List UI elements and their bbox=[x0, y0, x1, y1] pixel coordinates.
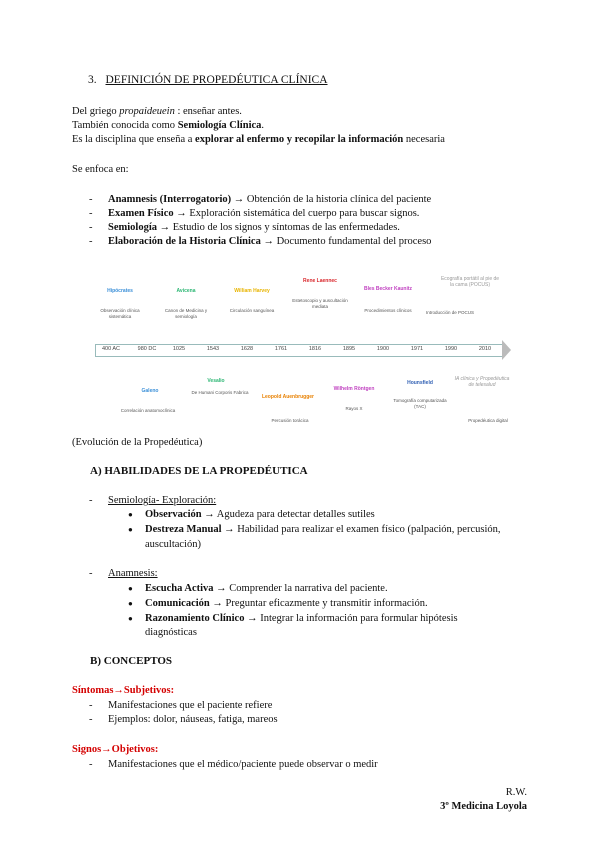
intro-bold-term: explorar al enfermo y recopilar la información bbox=[195, 134, 404, 145]
timeline-caption: (Evolución de la Propedéutica) bbox=[72, 437, 203, 448]
signos-item: - Manifestaciones que el médico/paciente puede observar o medir bbox=[108, 758, 378, 771]
timeline-bottom-name: Galeno bbox=[141, 388, 159, 394]
skill-desc: → Habilidad para realizar el examen físico (palpación, percusión, bbox=[221, 524, 501, 535]
skill-desc: → Integrar la información para formular hipótesis bbox=[244, 613, 458, 624]
timeline-bottom-name: IA clínica y Propedéutica de telesalud bbox=[454, 376, 510, 388]
timeline-top-desc: Circulación sanguínea bbox=[229, 308, 275, 313]
intro-text: necesaria bbox=[403, 134, 445, 145]
section-a-title: A) HABILIDADES DE LA PROPEDÉUTICA bbox=[90, 465, 308, 477]
skill-desc-continued: auscultación) bbox=[145, 539, 201, 550]
timeline-bottom-desc: Rayos X bbox=[345, 406, 363, 411]
timeline-top-name: Rene Laennec bbox=[303, 278, 337, 284]
focus-item bbox=[108, 193, 431, 206]
skill-item bbox=[145, 597, 428, 610]
signos-heading: Signos→Objetivos: bbox=[72, 744, 159, 755]
timeline-bottom-desc: Percusión torácica bbox=[271, 418, 309, 423]
timeline-top-name: Hipócrates bbox=[107, 288, 133, 294]
timeline-top-name: Bles Becker Kaunitz bbox=[363, 286, 413, 292]
timeline-top-desc: Estetoscopio y auscultación mediata bbox=[292, 298, 348, 309]
sintomas-item: - Manifestaciones que el paciente refiere bbox=[108, 699, 272, 712]
section-a-subheading: - Anamnesis: bbox=[108, 567, 158, 580]
focus-item-term: Elaboración de la Historia Clínica bbox=[108, 236, 261, 247]
timeline-top-name: Ecografía portátil al pie de la cama (POCUS) bbox=[440, 276, 500, 288]
section-a-subheading: - Semiología- Exploración: bbox=[108, 494, 216, 507]
timeline-year: 1971 bbox=[410, 346, 424, 352]
intro-text: Es la disciplina que enseña a bbox=[72, 134, 196, 145]
skill-term: Escucha Activa bbox=[145, 583, 214, 594]
timeline-year: 2010 bbox=[478, 346, 492, 352]
timeline-bottom-name: Leopold Auenbrugger bbox=[261, 394, 315, 400]
timeline-top-name: William Harvey bbox=[234, 288, 270, 294]
intro-bold-term: Semiología Clínica bbox=[177, 120, 262, 131]
focus-item-desc: → Obtención de la historia clínica del paciente bbox=[231, 194, 432, 205]
section-b-title: B) CONCEPTOS bbox=[90, 655, 173, 667]
skill-desc: → Comprender la narrativa del paciente. bbox=[213, 583, 388, 594]
timeline-bottom-desc: Tomografía computarizada (TAC) bbox=[393, 398, 447, 409]
timeline-bottom-name: Hounsfield bbox=[407, 380, 433, 386]
timeline-year: 980 DC bbox=[137, 346, 157, 352]
timeline-arrow-icon bbox=[502, 340, 511, 360]
footer-course: 3º Medicina Loyola bbox=[440, 801, 527, 812]
timeline-bottom-desc: Correlación anatomoclínica bbox=[120, 408, 176, 413]
timeline-year: 1543 bbox=[206, 346, 220, 352]
skill-desc: → Preguntar eficazmente y transmitir información. bbox=[209, 598, 428, 609]
skill-term: Razonamiento Clínico bbox=[145, 613, 245, 624]
heading-number: 3. bbox=[88, 74, 97, 86]
skill-term: Comunicación bbox=[145, 598, 210, 609]
intro-text: : enseñar antes. bbox=[174, 106, 242, 117]
skill-item bbox=[145, 523, 501, 536]
timeline-figure bbox=[90, 268, 522, 428]
focus-item-desc: → Documento fundamental del proceso bbox=[260, 236, 432, 247]
intro-line-3 bbox=[72, 133, 445, 146]
timeline-year: 1900 bbox=[376, 346, 390, 352]
focus-item-desc: → Estudio de los signos y síntomas de las enfermedades. bbox=[157, 222, 400, 233]
timeline-year: 1761 bbox=[274, 346, 288, 352]
heading-title: DEFINICIÓN DE PROPEDÉUTICA CLÍNICA bbox=[105, 74, 328, 86]
skill-term: Destreza Manual bbox=[145, 524, 222, 535]
timeline-year: 1895 bbox=[342, 346, 356, 352]
sintomas-item: - Ejemplos: dolor, náuseas, fatiga, mareos bbox=[108, 713, 278, 726]
timeline-year: 1628 bbox=[240, 346, 254, 352]
timeline-bottom-name: Vesalio bbox=[207, 378, 225, 384]
timeline-year: 400 AC bbox=[101, 346, 121, 352]
footer-initials: R.W. bbox=[505, 787, 527, 798]
intro-line-2 bbox=[72, 119, 264, 132]
skill-item bbox=[145, 612, 458, 625]
focus-item-desc: → Exploración sistemática del cuerpo para buscar signos. bbox=[173, 208, 420, 219]
skill-desc: → Agudeza para detectar detalles sutiles bbox=[201, 509, 375, 520]
focus-item-term: Semiología bbox=[108, 222, 157, 233]
intro-text: . bbox=[261, 120, 265, 131]
focus-item bbox=[108, 235, 431, 248]
intro-text: Del griego bbox=[72, 106, 120, 117]
sintomas-heading: Síntomas→Subjetivos: bbox=[72, 685, 175, 696]
timeline-bottom-name: Wilhelm Röntgen bbox=[333, 386, 375, 392]
intro-greek-term: propaideuein bbox=[119, 106, 175, 117]
timeline-bottom-desc: De Humani Corporis Fabrica bbox=[191, 390, 249, 395]
skill-desc-continued: diagnósticas bbox=[145, 627, 197, 638]
focus-label: Se enfoca en: bbox=[72, 164, 129, 175]
focus-item bbox=[108, 221, 400, 234]
focus-item bbox=[108, 207, 419, 220]
timeline-year: 1990 bbox=[444, 346, 458, 352]
section-heading bbox=[88, 74, 328, 87]
timeline-year: 1816 bbox=[308, 346, 322, 352]
skill-item bbox=[145, 582, 388, 595]
timeline-top-desc: Introducción de POCUS bbox=[425, 310, 475, 315]
timeline-top-name: Avicena bbox=[176, 288, 196, 294]
intro-line-1 bbox=[72, 105, 242, 118]
timeline-top-desc: Canon de Medicina y semiología bbox=[164, 308, 208, 319]
skill-item bbox=[145, 508, 375, 521]
skill-term: Observación bbox=[145, 509, 202, 520]
intro-text: También conocida como bbox=[72, 120, 178, 131]
focus-item-term: Examen Físico bbox=[108, 208, 174, 219]
timeline-top-desc: Observación clínica sistemática bbox=[100, 308, 140, 319]
focus-item-term: Anamnesis (Interrogatorio) bbox=[108, 194, 232, 205]
timeline-bottom-desc: Propedéutica digital bbox=[468, 418, 508, 423]
timeline-top-desc: Procedimientos clínicos bbox=[364, 308, 412, 313]
timeline-year: 1025 bbox=[172, 346, 186, 352]
